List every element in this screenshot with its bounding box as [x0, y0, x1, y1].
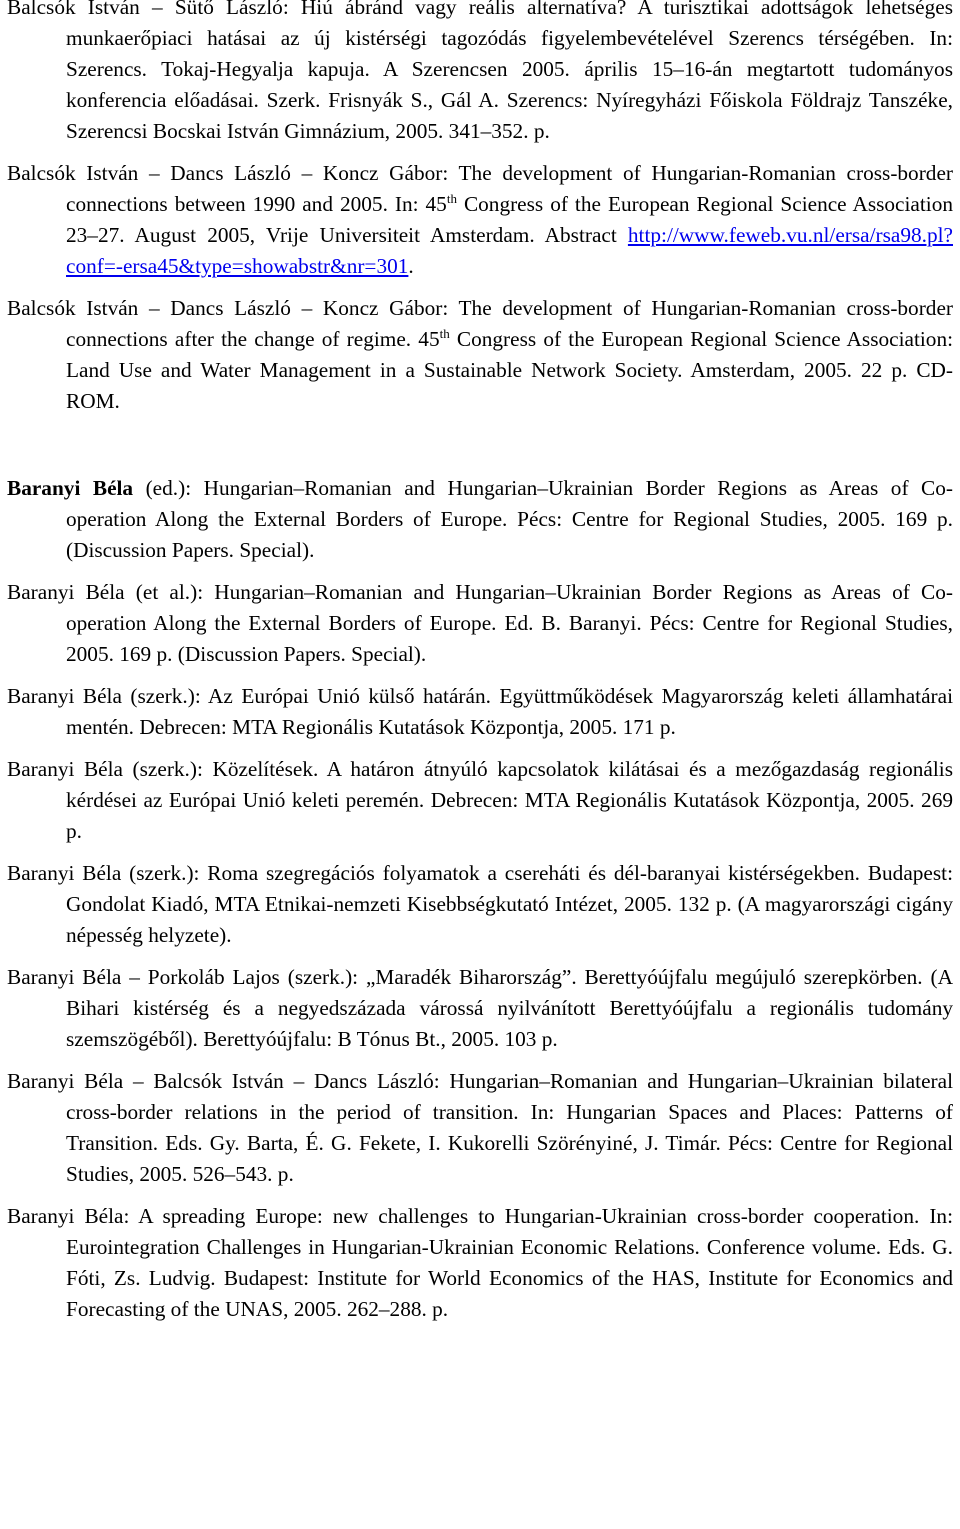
- reference-entry: [7, 473, 953, 566]
- reference-text: Balcsók István – Dancs László – Koncz Gábor: The development of Hungarian-Romanian cross-border connections between 1990 and 2005. In: 45: [7, 161, 953, 216]
- ordinal-suffix: th: [446, 191, 457, 206]
- reference-text: Baranyi Béla – Balcsók István – Dancs László: Hungarian–Romanian and Hungarian–Ukrainian bilateral cross-border relations in the period of transition. In: Hungarian Spaces and Places: Patterns of Transition. Eds. Gy. Barta, É. G. Fekete, I. Kukorelli Szörényiné, J. Timár. Pécs: Centre for Regional Studies, 2005. 526–543. p.: [7, 1069, 953, 1186]
- reference-text: Congress of the European Regional Science Association: Land Use and Water Management in a Sustainable Network Society. Amsterdam, 2005. 22 p. CD-ROM.: [66, 327, 954, 413]
- reference-entry: [7, 158, 953, 282]
- reference-text: Baranyi Béla – Porkoláb Lajos (szerk.): „Maradék Biharország”. Berettyóújfalu megújuló szerepkörben. (A Bihari kistérség és a negyedszázada várossá nyilvánított Berettyóújfalu a regionális tudomány szemszögéből). Berettyóújfalu: B Tónus Bt., 2005. 103 p.: [7, 965, 953, 1051]
- reference-entry: [7, 754, 953, 847]
- reference-entry: [7, 577, 953, 670]
- reference-text: Baranyi Béla (et al.): Hungarian–Romanian and Hungarian–Ukrainian Border Regions as Areas of Co-operation Along the External Borders of Europe. Ed. B. Baranyi. Pécs: Centre for Regional Studies, 2005. 169 p. (Discussion Papers. Special).: [7, 580, 953, 666]
- reference-entry: [7, 1201, 953, 1325]
- reference-text: (ed.): Hungarian–Romanian and Hungarian–Ukrainian Border Regions as Areas of Co-operation Along the External Borders of Europe. Pécs: Centre for Regional Studies, 2005. 169 p. (Discussion Papers. Special).: [66, 476, 953, 562]
- reference-text: .: [408, 254, 414, 278]
- reference-text: Baranyi Béla (szerk.): Roma szegregációs folyamatok a csereháti és dél-baranyai kistérségekben. Budapest: Gondolat Kiadó, MTA Etnikai-nemzeti Kisebbségkutató Intézet, 2005. 132 p. (A magyarországi cigány népesség helyzete).: [7, 861, 953, 947]
- bibliography-page: [7, 0, 953, 1325]
- reference-text: Baranyi Béla (szerk.): Az Európai Unió külső határán. Együttműködések Magyarország keleti államhatárai mentén. Debrecen: MTA Regionális Kutatások Központja, 2005. 171 p.: [7, 684, 953, 739]
- abstract-link[interactable]: http://www.feweb.vu.nl/ersa/rsa98.pl?conf=-ersa45&type=showabstr&nr=301: [66, 223, 953, 278]
- reference-entry: [7, 858, 953, 951]
- author-name: Baranyi Béla: [7, 476, 134, 500]
- reference-text: Baranyi Béla: A spreading Europe: new challenges to Hungarian-Ukrainian cross-border cooperation. In: Eurointegration Challenges in Hungarian-Ukrainian Economic Relations. Conference volume. Eds. G. Fóti, Zs. Ludvig. Budapest: Institute for World Economics of the HAS, Institute for Economics and Forecasting of the UNAS, 2005. 262–288. p.: [7, 1204, 953, 1321]
- reference-text: Balcsók István – Dancs László – Koncz Gábor: The development of Hungarian-Romanian cross-border connections after the change of regime. 45: [7, 296, 953, 351]
- reference-text: Balcsók István – Sütő László: Hiú ábránd vagy reális alternatíva? A turisztikai adottságok lehetséges munkaerőpiaci hatásai az új kistérségi tagozódás figyelembevételével Szerencs térségében. In: Szerencs. Tokaj-Hegyalja kapuja. A Szerencsen 2005. április 15–16-án megtartott tudományos konferencia előadásai. Szerk. Frisnyák S., Gál A. Szerencs: Nyíregyházi Főiskola Földrajz Tanszéke, Szerencsi Bocskai István Gimnázium, 2005. 341–352. p.: [7, 0, 953, 143]
- reference-entry: [7, 0, 953, 147]
- reference-text: Baranyi Béla (szerk.): Közelítések. A határon átnyúló kapcsolatok kilátásai és a mezőgazdaság regionális kérdései az Európai Unió keleti peremén. Debrecen: MTA Regionális Kutatások Központja, 2005. 269 p.: [7, 757, 953, 843]
- reference-text: Congress of the European Regional Science Association 23–27. August 2005, Vrije Universiteit Amsterdam. Abstract: [66, 192, 953, 247]
- reference-entry: [7, 962, 953, 1055]
- reference-entry: [7, 681, 953, 743]
- reference-entry: [7, 1066, 953, 1190]
- ordinal-suffix: th: [439, 326, 450, 341]
- reference-entry: [7, 293, 953, 417]
